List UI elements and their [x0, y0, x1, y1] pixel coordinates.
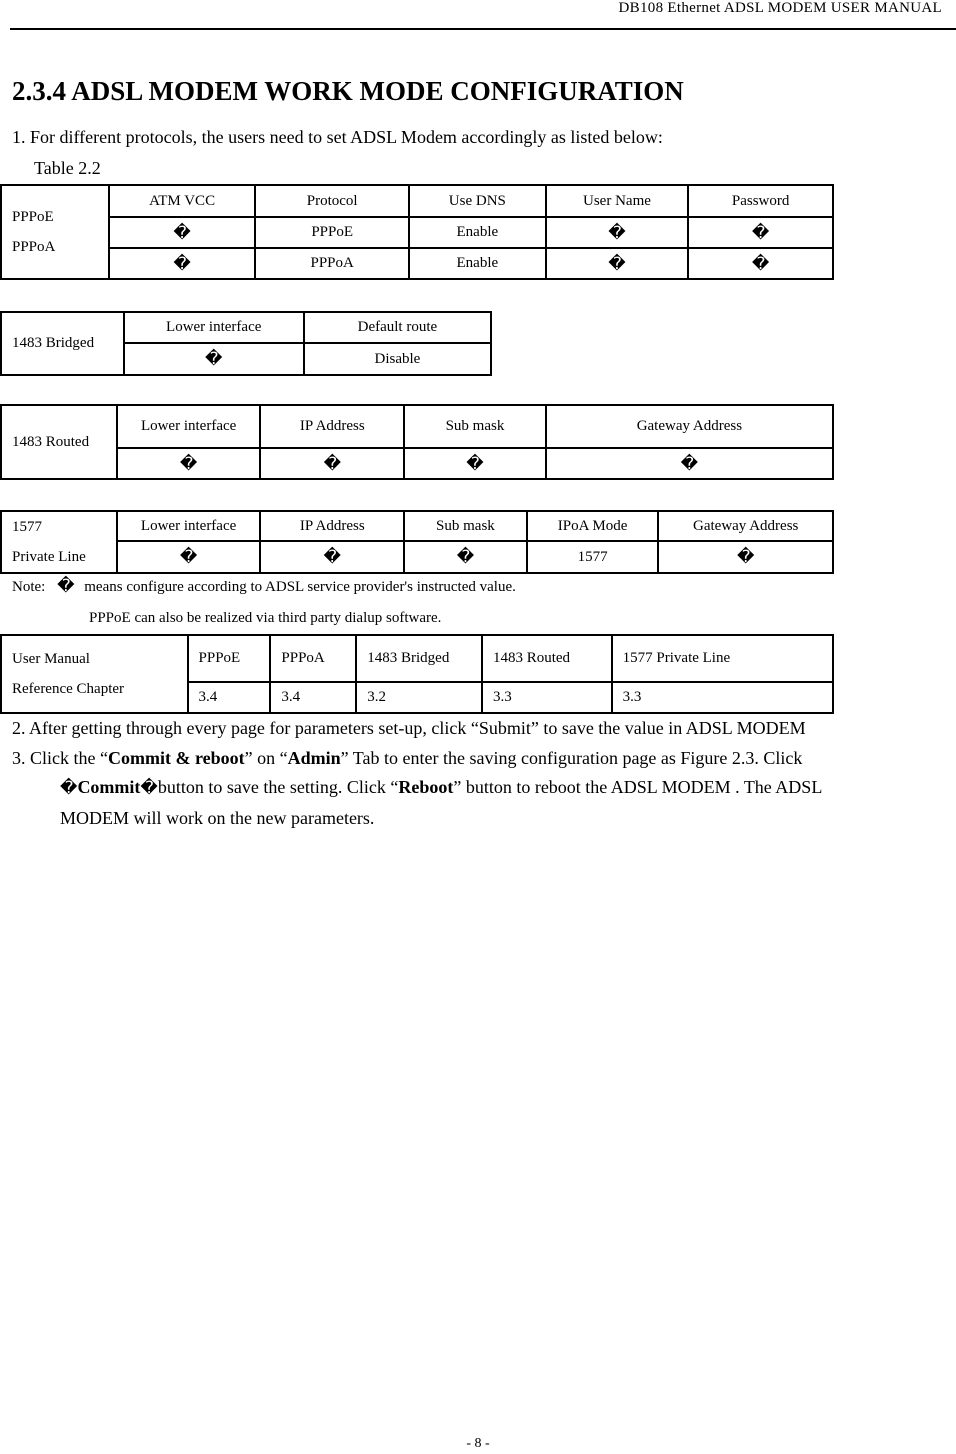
col-header: PPPoE: [188, 635, 271, 682]
col-header: Sub mask: [404, 405, 546, 448]
chapter-cell: 3.3: [612, 682, 833, 713]
table-cell: 1577: [527, 541, 659, 573]
configure-mark: �: [546, 217, 689, 248]
configure-mark: �: [404, 541, 527, 573]
ppp-row-labels: [1, 185, 109, 279]
bridged-label: 1483 Bridged: [1, 312, 124, 375]
col-header: Lower interface: [124, 312, 304, 343]
routed-label: 1483 Routed: [1, 405, 117, 479]
note-text-1: means configure according to ADSL service provider's instructed value.: [84, 579, 516, 595]
chapter-cell: 3.3: [482, 682, 612, 713]
header-divider: [10, 28, 956, 30]
configure-mark: �: [117, 541, 261, 573]
reboot-button-label: Reboot: [398, 777, 454, 797]
col-header: Use DNS: [409, 185, 546, 217]
configure-mark: �: [109, 248, 256, 279]
configure-mark: �: [117, 448, 261, 479]
ppp-table: [0, 184, 834, 280]
table-cell: Disable: [304, 343, 491, 375]
reference-label-2: Reference Chapter: [12, 681, 125, 697]
table-cell: Enable: [409, 248, 546, 279]
step-3-text: ” on “: [244, 748, 288, 768]
configure-mark: �: [57, 576, 75, 596]
configure-mark: �: [260, 541, 404, 573]
configure-mark: �: [140, 778, 158, 798]
table-cell: Enable: [409, 217, 546, 248]
reference-table: [0, 634, 834, 714]
col-header: Gateway Address: [546, 405, 833, 448]
configure-mark: �: [109, 217, 256, 248]
routed-table: [0, 404, 834, 480]
col-header: Lower interface: [117, 511, 261, 541]
table-caption: Table 2.2: [34, 158, 101, 178]
configure-mark: �: [546, 448, 833, 479]
col-header: 1483 Routed: [482, 635, 612, 682]
step-3-text: button to save the setting. Click “: [157, 777, 399, 797]
intro-text: 1. For different protocols, the users need to set ADSL Modem accordingly as listed below:: [12, 127, 663, 147]
private-label-line: Private Line: [12, 549, 86, 565]
configure-mark: �: [124, 343, 304, 375]
col-header: Password: [688, 185, 833, 217]
col-header: IP Address: [260, 511, 404, 541]
commit-reboot-label: Commit & reboot: [107, 748, 245, 768]
col-header: ATM VCC: [109, 185, 256, 217]
step-3-line-2: [60, 777, 822, 798]
ppp-label-pppoa: PPPoA: [12, 239, 56, 255]
admin-tab-label: Admin: [287, 748, 341, 768]
note-prefix: Note:: [12, 579, 46, 595]
col-header: 1577 Private Line: [612, 635, 833, 682]
col-header: IPoA Mode: [527, 511, 659, 541]
col-header: Lower interface: [117, 405, 261, 448]
page-number: - 8 -: [466, 1436, 490, 1451]
configure-mark: �: [60, 778, 78, 798]
reference-label-1: User Manual: [12, 651, 90, 667]
note-line-2: PPPoE can also be realized via third party dialup software.: [89, 610, 442, 626]
step-3-line-3: MODEM will work on the new parameters.: [60, 808, 375, 828]
section-title: 2.3.4 ADSL MODEM WORK MODE CONFIGURATION: [12, 76, 684, 106]
step-3-line-1: [12, 748, 802, 769]
step-2-text: 2. After getting through every page for parameters set-up, click “Submit” to save the value in ADSL MODEM: [12, 718, 806, 738]
page-header: DB108 Ethernet ADSL MODEM USER MANUAL: [618, 0, 942, 16]
configure-mark: �: [688, 217, 833, 248]
col-header: Default route: [304, 312, 491, 343]
configure-mark: �: [260, 448, 404, 479]
chapter-cell: 3.2: [356, 682, 482, 713]
commit-button-label: Commit: [77, 777, 141, 797]
private-line-label: [1, 511, 117, 573]
table-cell: PPPoA: [255, 248, 409, 279]
private-label-1577: 1577: [12, 519, 42, 535]
reference-label: [1, 635, 188, 713]
configure-mark: �: [658, 541, 833, 573]
chapter-cell: 3.4: [270, 682, 356, 713]
bridged-table: [0, 311, 492, 376]
col-header: User Name: [546, 185, 689, 217]
col-header: PPPoA: [270, 635, 356, 682]
note-line-1: [12, 576, 516, 596]
configure-mark: �: [404, 448, 546, 479]
col-header: 1483 Bridged: [356, 635, 482, 682]
step-3-text: ” button to reboot the ADSL MODEM . The ADSL: [453, 777, 823, 797]
col-header: Sub mask: [404, 511, 527, 541]
col-header: IP Address: [260, 405, 404, 448]
col-header: Protocol: [255, 185, 409, 217]
col-header: Gateway Address: [658, 511, 833, 541]
configure-mark: �: [688, 248, 833, 279]
ppp-label-pppoe: PPPoE: [12, 209, 54, 225]
step-3-text: 3. Click the “: [12, 748, 108, 768]
configure-mark: �: [546, 248, 689, 279]
step-3-text: ” Tab to enter the saving configuration page as Figure 2.3. Click: [340, 748, 803, 768]
chapter-cell: 3.4: [188, 682, 271, 713]
table-cell: PPPoE: [255, 217, 409, 248]
private-line-table: [0, 510, 834, 574]
